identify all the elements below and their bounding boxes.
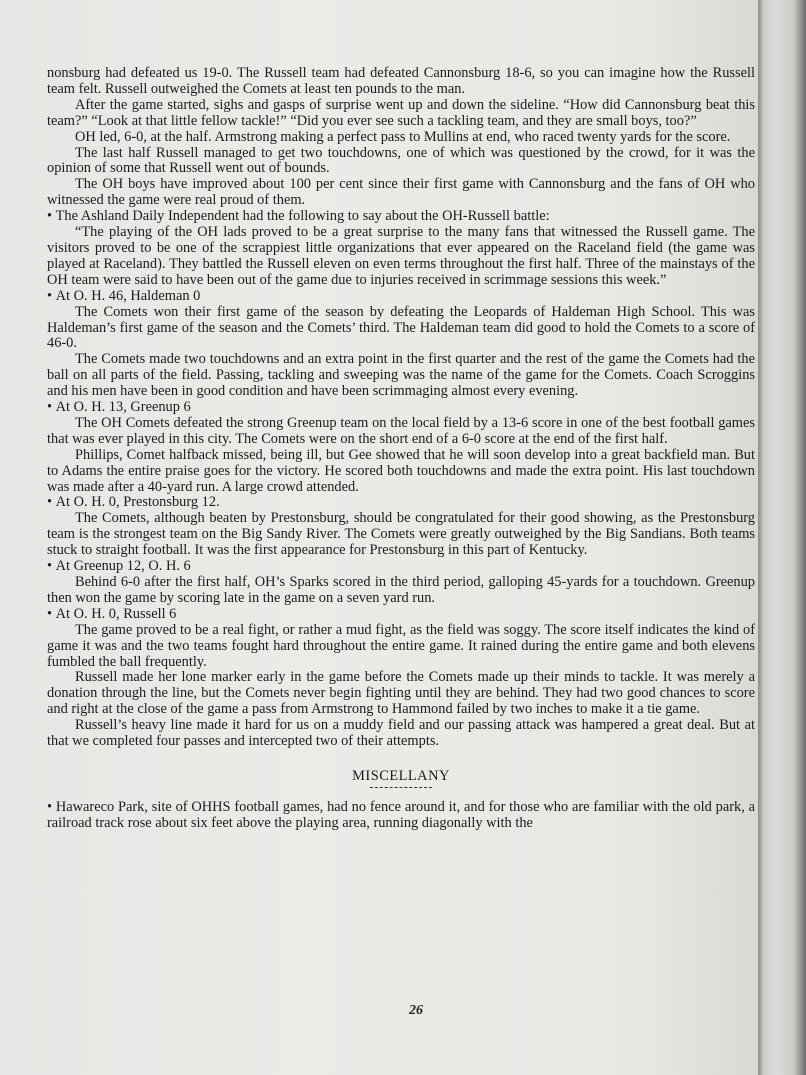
bullet-paragraph: • At O. H. 46, Haldeman 0 xyxy=(47,289,755,305)
tail-paragraph: • Hawareco Park, site of OHHS football games, had no fence around it, and for those who are familiar with the old park, a railroad track rose about six feet above the playing area, running diagonally with the xyxy=(47,800,755,832)
heading-rule xyxy=(370,787,432,788)
paragraph: nonsburg had defeated us 19-0. The Russell team had defeated Cannonsburg 18-6, so you can imagine how the Russell team felt. Russell outweighed the Comets at least ten pounds to the man. xyxy=(47,65,755,97)
paragraph: The Comets, although beaten by Prestonsburg, should be congratulated for their good showing, as the Prestonsburg team is the strongest team on the Big Sandy River. The Comets were greatly outweighed by the Big Sandians. Both teams stuck to straight football. It was the first appearance for Prestonsburg in this part of Kentucky. xyxy=(47,510,755,559)
paragraph: The Comets made two touchdowns and an extra point in the first quarter and the rest of the game the Comets had the ball on all parts of the field. Passing, tackling and sweeping was the name of the game for the Comets. Coach Scroggins and his men have been in good condition and have been scrimmaging almost every evening. xyxy=(47,351,755,400)
paragraph: The Comets won their first game of the season by defeating the Leopards of Haldeman High School. This was Haldeman’s first game of the season and the Comets’ third. The Haldeman team did good to hold the Comets to a score of 46-0. xyxy=(47,303,755,352)
page-body xyxy=(47,66,755,832)
bullet-paragraph: • The Ashland Daily Independent had the following to say about the OH-Russell battle: xyxy=(47,209,755,225)
paragraph: The last half Russell managed to get two touchdowns, one of which was questioned by the crowd, for it was the opinion of some that Russell went out of bounds. xyxy=(47,144,755,177)
bullet-paragraph: • At Greenup 12, O. H. 6 xyxy=(47,559,755,575)
paragraph: The game proved to be a real fight, or rather a mud fight, as the field was soggy. The score itself indicates the kind of game it was and the two teams fought hard throughout the entire game. It rained during the entire game and both elevens fumbled the ball frequently. xyxy=(47,621,755,670)
paragraph: After the game started, sighs and gasps of surprise went up and down the sideline. “How did Cannonsburg beat this team?” “Look at that little fellow tackle!” “Did you ever see such a tackling team, and they are small boys, too?” xyxy=(47,96,755,129)
paragraph: Russell’s heavy line made it hard for us on a muddy field and our passing attack was hampered a great deal. But at that we completed four passes and intercepted two of their attempts. xyxy=(47,717,755,750)
section-heading: MISCELLANY xyxy=(352,767,450,784)
paragraph: Russell made her lone marker early in the game before the Comets made up their minds to tackle. It was merely a donation through the line, but the Comets never begin fighting until they are behind. They had two good chances to score and right at the close of the game a pass from Armstrong to Hammond failed by two inches to make it a tie game. xyxy=(47,669,755,718)
paragraph: OH led, 6-0, at the half. Armstrong making a perfect pass to Mullins at end, who raced twenty yards for the score. xyxy=(75,128,731,145)
paragraph: Behind 6-0 after the first half, OH’s Sparks scored in the third period, galloping 45-yards for a touchdown. Greenup then won the game by scoring late in the game on a seven yard run. xyxy=(47,574,755,606)
facing-page-edge xyxy=(758,0,806,1075)
bullet-paragraph: • At O. H. 13, Greenup 6 xyxy=(47,400,755,416)
paragraph-list xyxy=(47,66,755,750)
paragraph: The OH Comets defeated the strong Greenup team on the local field by a 13-6 score in one of the best football games that was ever played in this city. The Comets were on the short end of a 6-0 score at the end of the first half. xyxy=(47,414,755,447)
page-number: 26 xyxy=(409,1003,423,1018)
paragraph: The OH boys have improved about 100 per cent since their first game with Cannonsburg and the fans of OH who witnessed the game were real proud of them. xyxy=(47,176,755,209)
paragraph: “The playing of the OH lads proved to be a great surprise to the many fans that witnessed the Russell game. The visitors proved to be one of the scrappiest little organizations that ever appeared on the Raceland field (the game was played at Raceland). They battled the Russell eleven on even terms throughout the first half. Three of the mainstays of the OH team were said to have been out of the game due to injuries received in scrimmage sessions this week.” xyxy=(47,224,755,288)
paragraph: Phillips, Comet halfback missed, being ill, but Gee showed that he will soon develop into a great backfield man. But to Adams the entire praise goes for the victory. He scored both touchdowns and made the extra point. His last touchdown was made after a 40-yard run. A large crowd attended. xyxy=(47,446,755,495)
bullet-paragraph: • At O. H. 0, Prestonsburg 12. xyxy=(47,495,755,511)
bullet-paragraph: • At O. H. 0, Russell 6 xyxy=(47,607,755,623)
